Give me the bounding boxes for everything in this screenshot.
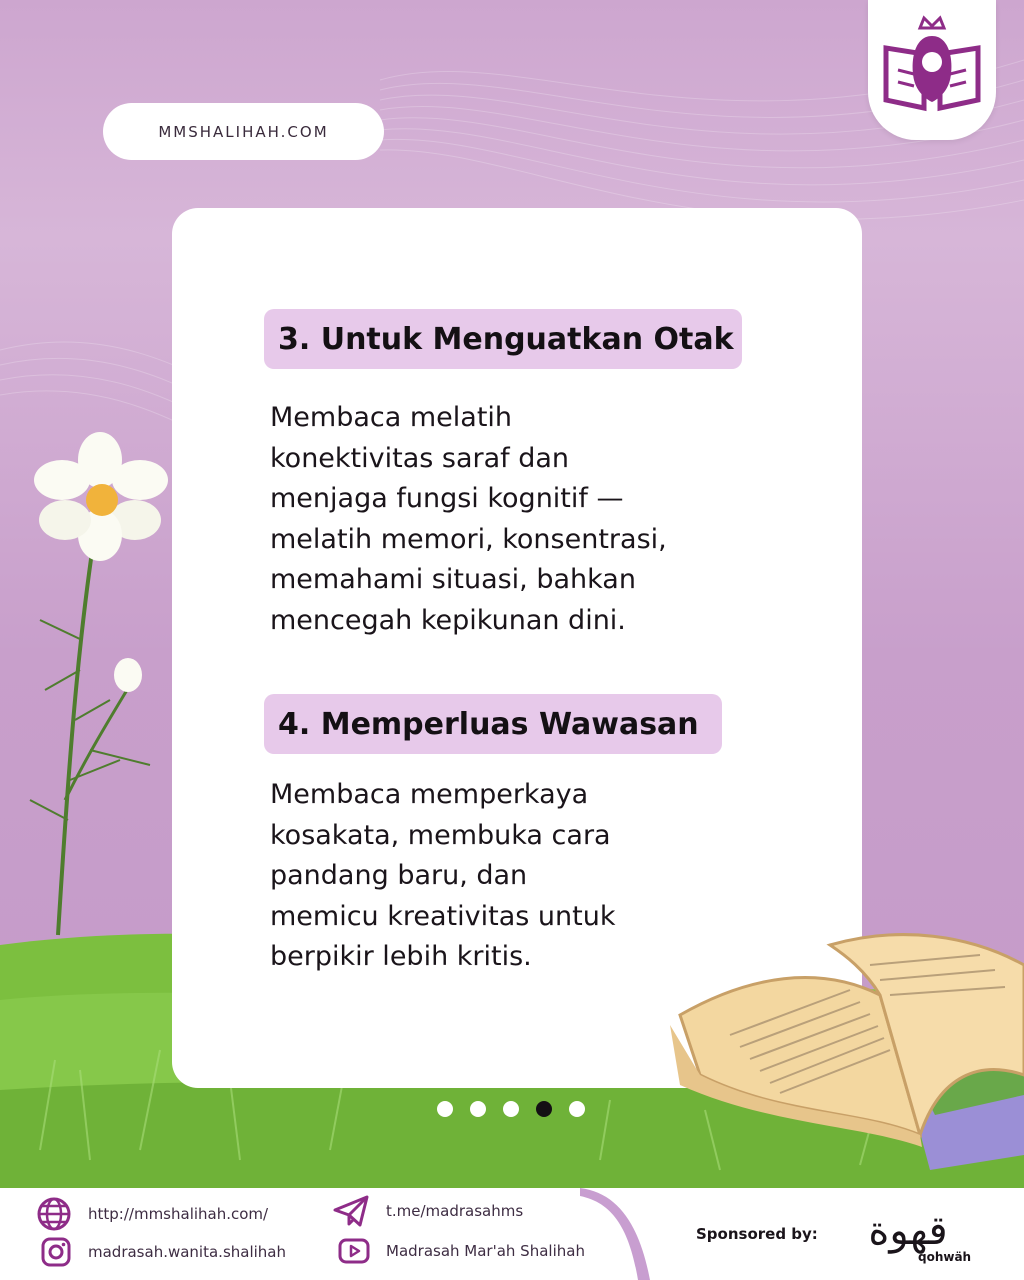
section-heading-4: 4. Memperluas Wawasan [264,694,722,754]
paragraph-line: berpikir lebih kritis. [270,941,532,973]
footer-telegram-link[interactable] [332,1194,523,1228]
paragraph-line: mencegah kepikunan dini. [270,604,626,636]
telegram-text: t.me/madrasahms [386,1202,524,1220]
paragraph-line: Membaca memperkaya [270,779,589,810]
sponsored-label: Sponsored by: [696,1225,818,1243]
paragraph-line: Membaca melatih [270,402,513,433]
youtube-text: Madrasah Mar'ah Shalihah [386,1242,585,1260]
page-dot[interactable] [569,1101,585,1117]
globe-icon [36,1196,72,1232]
website-pill[interactable]: MMSHALIHAH.COM [103,103,384,160]
paragraph-line: pandang baru, dan [270,860,528,892]
telegram-icon [332,1194,370,1228]
page-dot[interactable] [503,1101,519,1117]
section-heading-3: 3. Untuk Menguatkan Otak [264,309,742,369]
paragraph-line: kosakata, membuka cara [270,819,611,851]
instagram-text: madrasah.wanita.shalihah [88,1243,286,1261]
carousel-pagination [437,1101,585,1117]
paragraph-line: konektivitas saraf dan [270,442,570,474]
instagram-icon [40,1236,72,1268]
brand-logo [868,0,996,140]
youtube-icon [338,1238,370,1264]
footer-decoration [560,1188,680,1280]
paragraph-line: memicu kreativitas untuk [270,900,616,932]
page-dot-active[interactable] [536,1101,552,1117]
footer-website-link[interactable] [36,1196,268,1232]
sponsor-arabic-text: قهوة [868,1208,948,1254]
crown-book-logo-icon [878,10,986,120]
flower-illustration [20,420,180,944]
page-dot[interactable] [470,1101,486,1117]
footer-youtube-link[interactable] [338,1238,585,1264]
paragraph-line: melatih memori, konsentrasi, [270,523,667,555]
paragraph-line: memahami situasi, bahkan [270,564,636,596]
section-paragraph-3 [270,398,740,642]
sponsor-name: qohwäh [918,1250,972,1264]
paragraph-line: menjaga fungsi kognitif — [270,483,624,515]
footer-instagram-link[interactable] [40,1236,286,1268]
open-book-illustration [650,925,1024,1179]
page-dot[interactable] [437,1101,453,1117]
website-text: http://mmshalihah.com/ [88,1205,269,1223]
